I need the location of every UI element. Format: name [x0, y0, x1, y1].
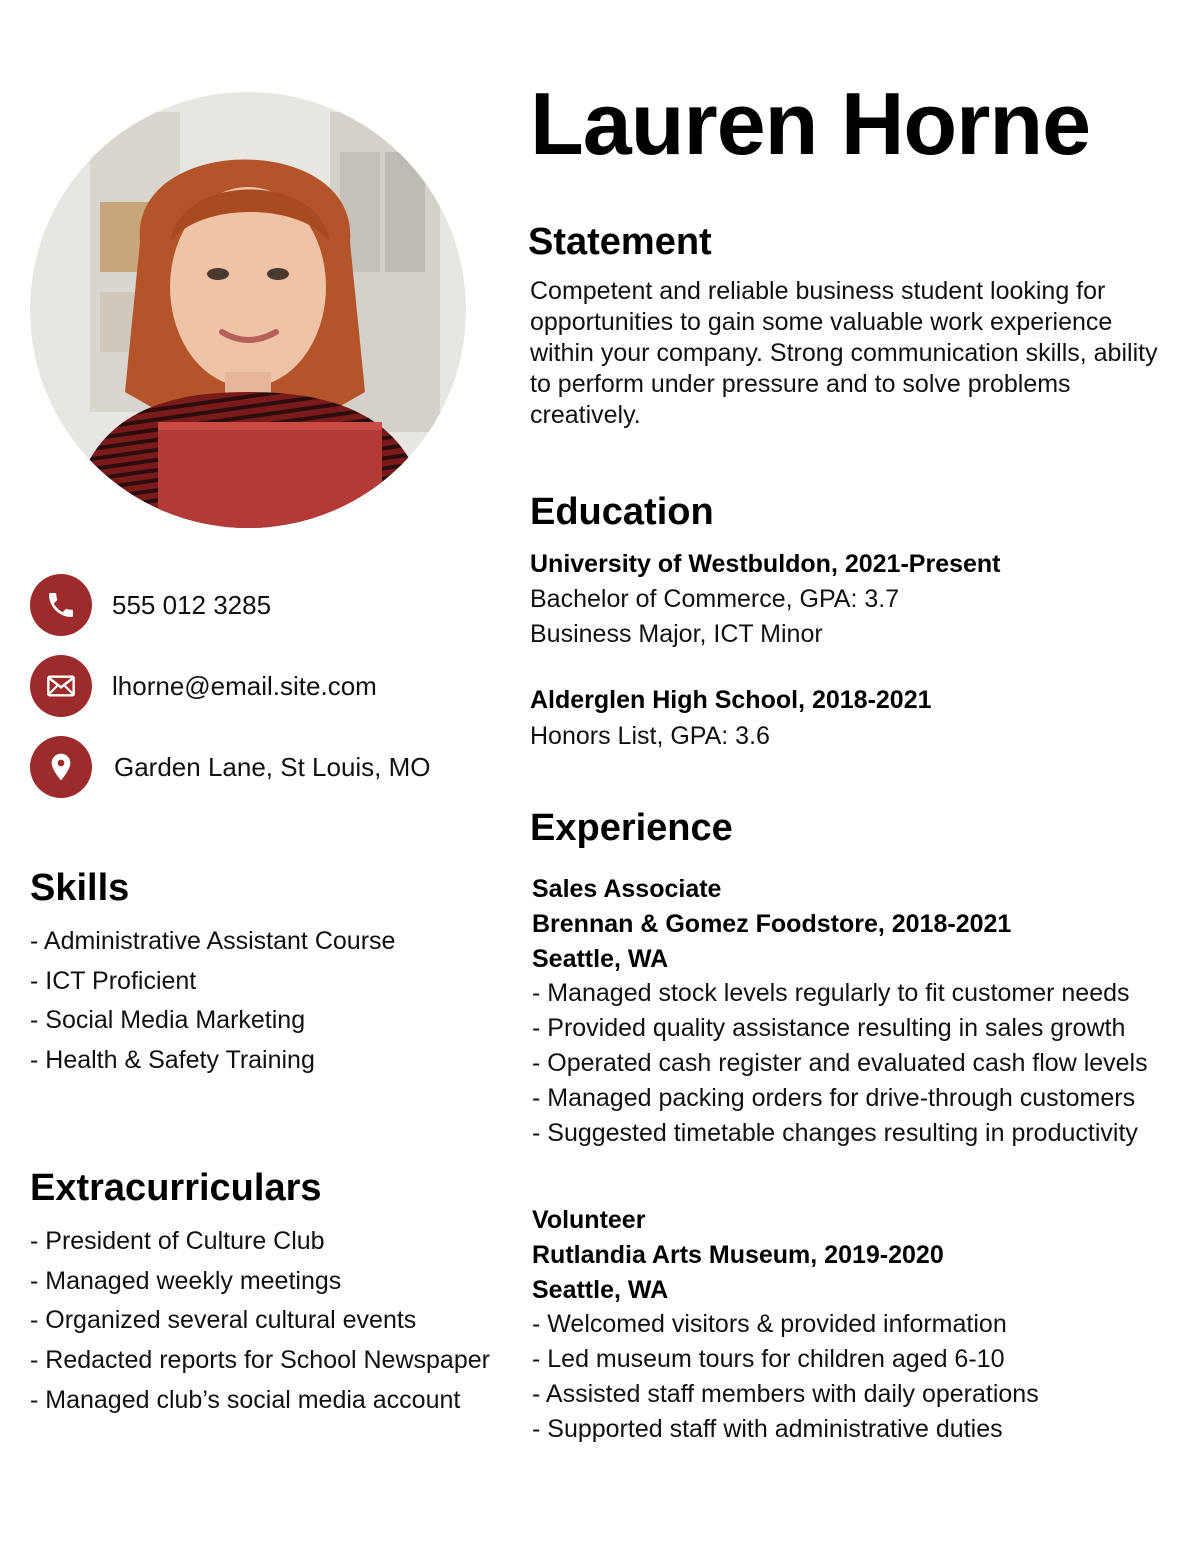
list-item: - Suggested timetable changes resulting in productivity [532, 1119, 1138, 1147]
list-item: - Managed stock levels regularly to fit customer needs [532, 979, 1130, 1007]
statement-text: Competent and reliable business student looking for opportunities to gain some valuable work experience within your company. Strong communication skills, ability to perform under pressure and to solve problems creatively. [530, 277, 1158, 429]
education-detail: Bachelor of Commerce, GPA: 3.7 [530, 585, 900, 613]
list-item: - Assisted staff members with daily operations [532, 1380, 1039, 1408]
phone-number: 555 012 3285 [112, 589, 272, 620]
list-item: - ICT Proficient [30, 966, 197, 995]
location-pin-icon [30, 736, 92, 798]
list-item: - Redacted reports for School Newspaper [30, 1346, 490, 1375]
job-location: Seattle, WA [532, 1276, 669, 1304]
job-title: Volunteer [532, 1206, 646, 1234]
extracurriculars-heading: Extracurriculars [30, 1167, 322, 1209]
list-item: - Organized several cultural events [30, 1306, 417, 1335]
profile-photo [30, 92, 466, 528]
contact-phone [30, 574, 271, 636]
job-title: Sales Associate [532, 875, 722, 903]
education-detail: Honors List, GPA: 3.6 [530, 722, 770, 750]
list-item: - Administrative Assistant Course [30, 927, 396, 955]
education-school: Alderglen High School, 2018-2021 [530, 686, 932, 714]
list-item: - Welcomed visitors & provided information [532, 1310, 1007, 1338]
contact-email [30, 655, 377, 717]
job-company: Rutlandia Arts Museum, 2019-2020 [532, 1241, 944, 1269]
page-title: Lauren Horne [530, 74, 1091, 173]
list-item: - Operated cash register and evaluated cash flow levels [532, 1049, 1148, 1077]
list-item: - Led museum tours for children aged 6-10 [532, 1345, 1005, 1373]
list-item: - Managed packing orders for drive-through customers [532, 1084, 1136, 1112]
extracurriculars-list [30, 1222, 490, 1420]
list-item: - Managed club’s social media account [30, 1385, 461, 1414]
email-address[interactable]: lhorne@email.site.com [112, 670, 377, 701]
job-bullets [532, 976, 1148, 1151]
job-company: Brennan & Gomez Foodstore, 2018-2021 [532, 910, 1012, 938]
job-bullets [532, 1307, 1039, 1447]
envelope-icon [30, 655, 92, 717]
list-item: - Supported staff with administrative duties [532, 1415, 1003, 1443]
list-item: - Health & Safety Training [30, 1046, 315, 1075]
statement-heading: Statement [528, 221, 712, 263]
list-item: - Provided quality assistance resulting in sales growth [532, 1014, 1126, 1042]
job-location: Seattle, WA [532, 945, 669, 973]
education-heading: Education [530, 491, 714, 533]
skills-list [30, 922, 395, 1081]
address-text: Garden Lane, St Louis, MO [114, 751, 431, 782]
education-detail: Business Major, ICT Minor [530, 620, 823, 648]
skills-heading: Skills [30, 867, 130, 909]
education-school: University of Westbuldon, 2021-Present [530, 550, 1001, 578]
list-item: - Managed weekly meetings [30, 1266, 342, 1295]
phone-icon [30, 574, 92, 636]
experience-heading: Experience [530, 807, 733, 849]
list-item: - Social Media Marketing [30, 1006, 306, 1035]
contact-address [30, 736, 431, 798]
list-item: - President of Culture Club [30, 1227, 325, 1255]
